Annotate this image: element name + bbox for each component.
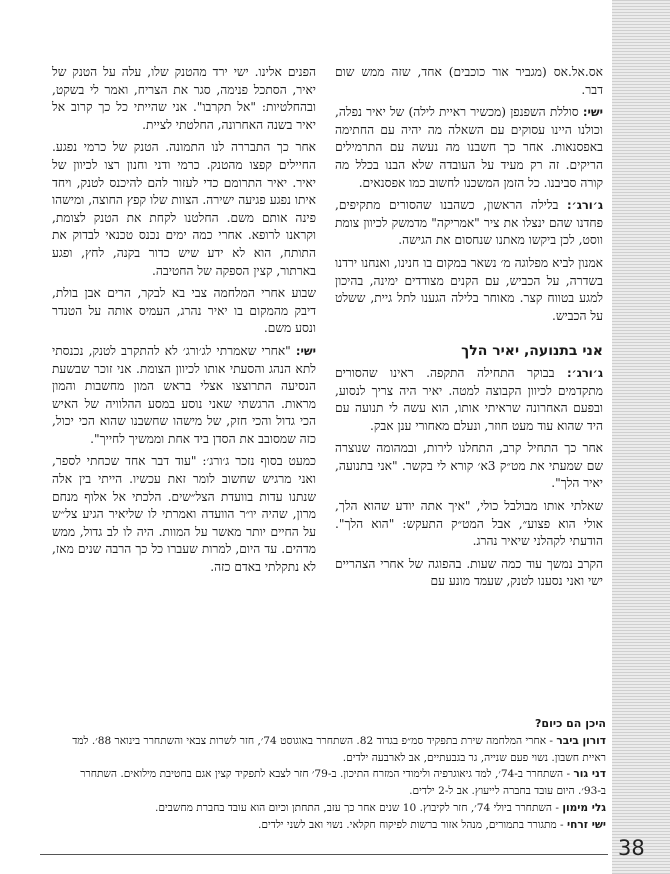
bio-entry bbox=[50, 817, 606, 834]
bio-text: - השתחרר ביולי 74׳, חזר לקיבוץ. 10 שנים אחר כך עזב, התחתן וכיום הוא עובד בחברת מחשבים. bbox=[155, 801, 563, 814]
speaker-label: ג׳ורג׳: bbox=[567, 365, 603, 380]
paragraph: שבוע אחרי המלחמה צבי בא לבקר, הרים אבן בולת, דיבק מהמקום בו יאיר נהרג, העמיס אותה על הטנדר ונסע משם. bbox=[52, 286, 316, 336]
speaker-label: ישי: bbox=[295, 343, 317, 358]
paragraph bbox=[335, 365, 603, 435]
paragraph-text: סוללת השפנפן (מכשיר ראיית לילה) של יאיר נפלה, וכולנו היינו עסוקים עם השאלה מה יהיה עם החתימה באפסנאות. אחר כך חשבנו מה נעשה עם התרמילים הריקים. זה רק מעיד על העובדה שלא הבנו בכלל מה קורה סביבנו. כל הזמן המשכנו לחשוב כמו אפסנאים. bbox=[335, 105, 603, 190]
speaker-label: ישי: bbox=[582, 105, 603, 120]
bio-name: דורון ביבר bbox=[556, 734, 606, 747]
paragraph-text: בבוקר התחילה התקפה. ראינו שהסורים מתקדמים לכיוון הקבוצה למטה. יאיר היה צריך לנסוע, ובפעם האחרונה שראיתי אותו, הוא עשה לי תנועה עם היד שהוא עוד מעט חוזר, ונעלם מאחורי ענן אבק. bbox=[335, 365, 603, 433]
paragraph-text: בלילה הראשון, כשהבנו שהסורים מתקיפים, פחדנו שהם ינצלו את ציר "אמריקה" מדמשק לכיוון צומת ווסט, לכן ביקשו מאתנו שנחסום את הגישה. bbox=[335, 198, 603, 248]
where-are-they-now bbox=[50, 716, 606, 834]
paragraph: אחר כך התחיל קרב, התחלנו לירות, ובמהומה שנוצרה שם שמעתי את מט״ק 3א׳ קורא לי בקשר. "אני בתנועה, יאיר הלך". bbox=[335, 441, 603, 491]
bio-text: - מתגורר בתמורים, מנהל אזור ברשות לפיקוח חקלאי. נשוי ואב לשני ילדים. bbox=[257, 818, 568, 831]
section-title: אני בתנועה, יאיר הלך bbox=[461, 343, 603, 360]
bio-text: - השתחרר ב-74׳, למד גיאוגרפיה ולימודי המזרח התיכון. ב-79׳ חזר לצבא לתפקיד קצין אגם בחטיבת מילואים. השתחרר ב-93׳. היום עובד בחברה לייעוץ. אב ל-2 ילדים. bbox=[80, 768, 606, 798]
speaker-label: ג׳ורג׳: bbox=[567, 198, 603, 213]
paragraph: אס.אל.אס (מגביר אור כוכבים) אחד, שזה ממש שום דבר. bbox=[335, 65, 603, 97]
decorative-side-strip bbox=[612, 0, 670, 874]
bio-entry bbox=[50, 733, 606, 767]
bio-text: - אחרי המלחמה שירת בתפקיד סמ״פ בגדוד 82. השתחרר באוגוסט 74׳, חזר לשרות צבאי והשתחרר בינואר 88׳. למד ראיית חשבון. נשוי פעם שנייה, גר בגבעתיים, אב לארבעה ילדים. bbox=[72, 734, 606, 764]
bios-title: היכן הם כיום? bbox=[535, 717, 606, 730]
paragraph: הקרב נמשך עוד כמה שעות. בהפוגה של אחרי הצהריים ישי ואני נסענו לטנק, שעמד מונע עם bbox=[335, 556, 603, 589]
footer-rule bbox=[40, 854, 608, 855]
paragraph: הפנים אלינו. ישי ירד מהטנק שלו, עלה על הטנק של יאיר, הסתכל פנימה, סגר את הצריח, ואמר לי בשקט, ובהחלטיות: "אל תקרבו". אני שהייתי כל כך קרוב אל יאיר בשנה האחרונה, החלטתי לציית. bbox=[52, 65, 316, 132]
bio-entry bbox=[50, 766, 606, 800]
paragraph bbox=[335, 197, 603, 250]
article-column-right bbox=[335, 64, 603, 596]
paragraph: שאלתי אותו מבולבל כולי, "איך אתה יודע שהוא הלך, אולי הוא פצוע״, אבל המט״ק התעקש: "הוא הלך". הודעתי לקהלני שיאיר נהרג. bbox=[335, 499, 603, 549]
paragraph: אמנון לביא מפלוגה מ׳ נשאר במקום בו חנינו, ואנחנו ירדנו בשדרה, על הכביש, עם הקנים מצודדים ימינה, בהיכון למגע בטווח קצר. מאוחר בלילה הגענו לתל גיית, ששלט על הכביש. bbox=[335, 255, 603, 323]
bio-entry bbox=[50, 800, 606, 817]
paragraph bbox=[52, 343, 316, 449]
paragraph: אחר כך התבררה לנו התמונה. הטנק של כרמי נפגע. החיילים קפצו מהטנק. כרמי ודני וחנון רצו לכיוון של יאיר. יאיר התרומם כדי לעזור להם להיכנס לטנק, ויחד איתו נפגע פגיעה ישירה. הצוות שלו קפץ החוצה, ומישהו פינה אותם משם. החלטנו לקחת את הטנק לצומת, וקראנו לרופא. אחרי כמה ימים נכנס טכנאי לבדוק את התותח, הוא לא ידע שיש כדור בקנה, לחץ, ופגע בארתור, קצין הספקה של החטיבה. bbox=[52, 140, 316, 278]
article-column-left bbox=[52, 64, 316, 582]
paragraph: כמעט בסוף נזכר ג׳ורג׳: "עוד דבר אחד שכחתי לספר, ואני מרגיש שחשוב לומר זאת עכשיו. הייתי בין אלה שנתנו עדות בוועדת הצל״שים. הלכתי אל אלוף מנחם מרון, שהיה יו״ר הוועדה ואמרתי לו שליאיר הגיע צל״ש על החיים יותר מאשר על המוות. היה לו לב גדול, ממש מדהים. עד היום, למרות שעברו כל כך הרבה שנים מאז, לא נתקלתי באדם כזה. bbox=[52, 454, 316, 575]
paragraph bbox=[335, 104, 603, 192]
paragraph-text: "אחרי שאמרתי לג׳ורג׳ לא להתקרב לטנק, נכנסתי לתא הנהג והסעתי אותו לכיוון הצומת. אני זוכר שבשעת הנסיעה התרוצצו אצלי בראש המון מחשבות והמון מראות. הרגשתי שאני נוסע במסע ההלוויה של האיש הכי גדול והכי חזק, של מישהו שחשבנו שהוא הכי יכול, כזה שמסובב את הסדן ביד אחת וממשיך לחייך". bbox=[52, 343, 316, 446]
page-number: 38 bbox=[618, 836, 645, 860]
bio-name: גלי מימון bbox=[562, 801, 606, 814]
bio-name: ישי זרחי bbox=[567, 818, 606, 831]
bio-name: דני גור bbox=[573, 768, 606, 781]
